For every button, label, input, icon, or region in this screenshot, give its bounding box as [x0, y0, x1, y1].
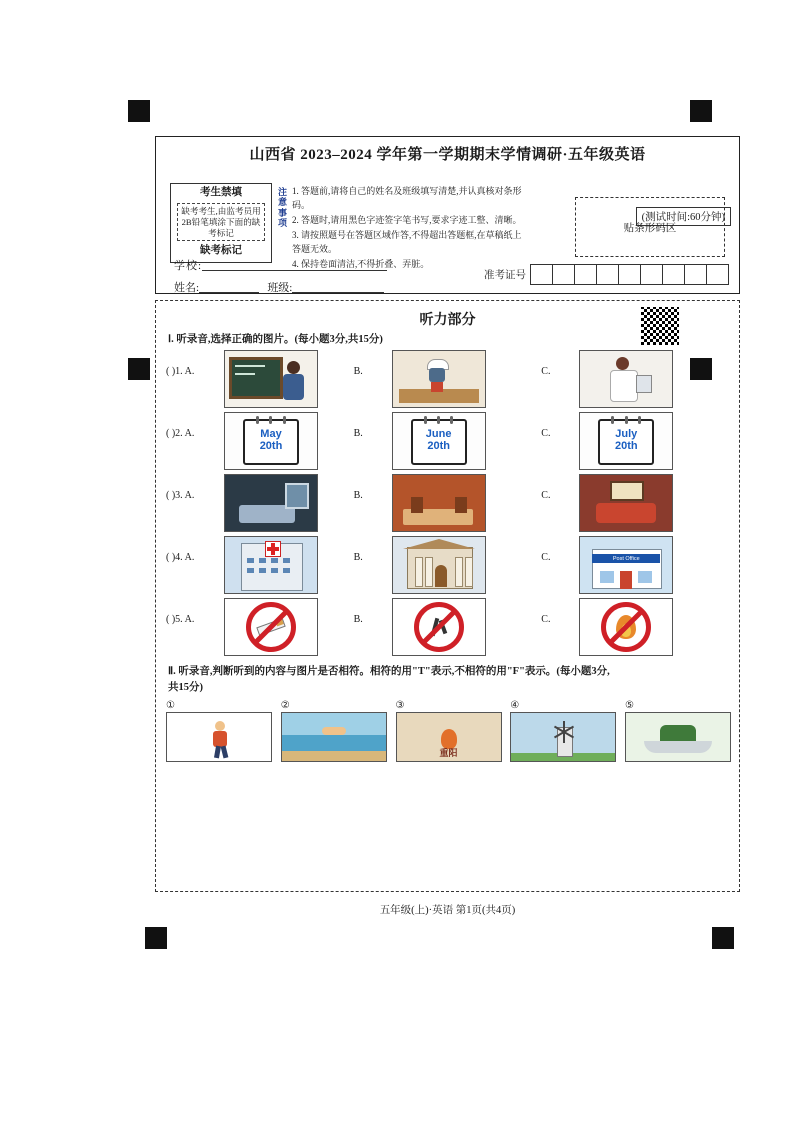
option-tag: C. — [541, 552, 551, 563]
calendar-icon — [392, 412, 486, 470]
windmill-scene — [510, 712, 616, 762]
option-tag: B. — [353, 366, 363, 377]
tf-item-number: ④ — [510, 699, 520, 711]
answer-bracket[interactable]: ( )4. — [166, 552, 183, 563]
option-letter: A. — [184, 490, 195, 501]
section-title-text: 听力部分 — [419, 313, 476, 328]
option-tag — [166, 412, 224, 439]
school-input-line[interactable] — [202, 258, 387, 271]
option-tag — [166, 474, 224, 501]
ticket-cell[interactable] — [619, 264, 641, 285]
option-c[interactable] — [541, 474, 729, 532]
qr-code-icon — [639, 305, 681, 347]
candidate-forbidden-title: 考生禁填 — [200, 187, 242, 198]
question-1-heading: Ⅰ. 听录音,选择正确的图片。(每小题3分,共15分) — [168, 334, 383, 345]
option-c[interactable] — [541, 350, 729, 408]
name-label: 姓名: — [174, 282, 200, 294]
no-smoking-sign — [224, 598, 318, 656]
doctor-clipboard-scene — [579, 350, 673, 408]
option-a[interactable] — [166, 598, 354, 656]
option-tag: C. — [541, 490, 551, 501]
option-b[interactable] — [354, 598, 542, 656]
teacher-blackboard-scene — [224, 350, 318, 408]
calendar-day: 20th — [427, 440, 450, 452]
ticket-label: 准考证号 — [484, 270, 526, 281]
post-office-building — [579, 536, 673, 594]
question-row — [166, 350, 729, 408]
ticket-cell[interactable] — [663, 264, 685, 285]
page-footer: 五年级(上)·英语 第1页(共4页) — [379, 905, 516, 916]
tf-item[interactable] — [396, 700, 500, 762]
ticket-cell[interactable] — [685, 264, 707, 285]
notice-item: 3. 请按照题号在答题区域作答,不得超出答题框,在草稿纸上答题无效。 — [292, 229, 522, 254]
option-tag: C. — [541, 428, 551, 439]
header-box — [155, 136, 740, 175]
tf-item[interactable] — [166, 700, 270, 762]
name-input-line[interactable] — [199, 281, 259, 293]
tf-item-number: ① — [166, 699, 175, 711]
option-c[interactable] — [541, 536, 729, 594]
hospital-building — [224, 536, 318, 594]
registration-mark-bottom-left — [145, 927, 167, 949]
bedroom-scene — [224, 474, 318, 532]
option-c[interactable] — [541, 598, 729, 656]
no-fire-sign — [579, 598, 673, 656]
chongyang-festival-scene — [396, 712, 502, 762]
tf-item[interactable] — [625, 700, 729, 762]
answer-bracket[interactable]: ( )2. — [166, 428, 183, 439]
option-c[interactable] — [541, 412, 729, 470]
option-tag: C. — [541, 366, 551, 377]
ticket-cells[interactable] — [530, 264, 729, 285]
question-row — [166, 598, 729, 656]
swimming-beach-scene — [281, 712, 387, 762]
registration-mark-top-right — [690, 100, 712, 122]
walking-boy-scene — [166, 712, 272, 762]
ticket-cell[interactable] — [641, 264, 663, 285]
option-b[interactable] — [354, 412, 542, 470]
option-b[interactable] — [354, 536, 542, 594]
option-tag: B. — [353, 490, 363, 501]
option-b[interactable] — [354, 474, 542, 532]
scene-caption: 重阳 — [439, 747, 458, 758]
notice-vertical-label: 注意事项 — [277, 187, 287, 229]
post-office-sign: Post Office — [612, 556, 640, 562]
answer-bracket[interactable]: ( )3. — [166, 490, 183, 501]
tf-item-number: ② — [280, 699, 290, 711]
option-tag: B. — [353, 614, 363, 625]
question-2-heading — [168, 664, 729, 696]
question-2-heading-line2: 共15分) — [168, 681, 203, 693]
tf-item-number: ③ — [395, 699, 405, 711]
calendar-month: May — [260, 428, 282, 440]
option-a[interactable] — [166, 412, 354, 470]
zongzi-plate-scene — [625, 712, 731, 762]
page-title: 山西省 2023–2024 学年第一学期期末学情调研·五年级英语 — [249, 147, 646, 163]
option-tag: C. — [541, 614, 551, 625]
question-row — [166, 474, 729, 532]
option-tag: B. — [353, 428, 363, 439]
option-letter: A. — [184, 614, 195, 625]
class-label: 班级: — [267, 282, 293, 294]
school-field — [174, 257, 387, 273]
tf-item-number: ⑤ — [625, 699, 634, 711]
dining-room-scene — [392, 474, 486, 532]
school-label: 学校: — [174, 260, 203, 272]
absent-instruction: 缺考考生,由监考员用2B铅笔填涂下面的缺考标记 — [177, 203, 265, 241]
option-tag — [166, 350, 224, 377]
option-a[interactable] — [166, 350, 354, 408]
ticket-cell[interactable] — [530, 264, 553, 285]
name-class-fields — [174, 279, 384, 295]
question-row — [166, 536, 729, 594]
option-letter: A. — [184, 428, 195, 439]
ticket-cell[interactable] — [575, 264, 597, 285]
answer-bracket[interactable]: ( )1. — [166, 366, 183, 377]
question-row — [166, 412, 729, 470]
ticket-number-field — [484, 264, 729, 285]
registration-mark-mid-left — [128, 358, 150, 380]
calendar-icon — [579, 412, 673, 470]
section-title — [166, 309, 729, 329]
tf-item[interactable] — [510, 700, 614, 762]
notice-item: 2. 答题时,请用黑色字迹签字笔书写,要求字迹工整、清晰。 — [292, 214, 522, 225]
no-littering-sign — [392, 598, 486, 656]
ticket-cell[interactable] — [707, 264, 729, 285]
class-input-line[interactable] — [292, 281, 384, 293]
notice-item: 1. 答题前,请将自己的姓名及班级填写清楚,并认真核对条形码。 — [292, 186, 522, 210]
notice-item: 4. 保持卷面清洁,不得折叠、弄脏。 — [292, 258, 430, 269]
cook-kitchen-scene — [392, 350, 486, 408]
ticket-cell[interactable] — [553, 264, 575, 285]
tf-item[interactable] — [281, 700, 385, 762]
option-a[interactable] — [166, 536, 354, 594]
library-building — [392, 536, 486, 594]
option-letter: A. — [184, 366, 195, 377]
listening-section — [155, 300, 740, 892]
absent-mark-title: 缺考标记 — [200, 245, 242, 257]
option-letter: A. — [184, 552, 195, 563]
ticket-cell[interactable] — [597, 264, 619, 285]
option-a[interactable] — [166, 474, 354, 532]
option-tag — [166, 536, 224, 563]
true-false-row — [166, 700, 729, 762]
calendar-day: 20th — [259, 440, 283, 452]
living-room-scene — [579, 474, 673, 532]
question-2-heading-line1: Ⅱ. 听录音,判断听到的内容与图片是否相符。相符的用"T"表示,不相符的用"F"表示。(每小题3分, — [168, 666, 610, 677]
test-duration-note: (测试时间:60分钟) — [636, 207, 731, 226]
calendar-day: 20th — [614, 440, 638, 452]
barcode-area: 贴条形码区 — [575, 197, 725, 257]
calendar-icon — [224, 412, 318, 470]
calendar-month: June — [425, 428, 452, 440]
calendar-month: July — [615, 428, 638, 440]
candidate-info-area — [155, 175, 740, 294]
registration-mark-bottom-right — [712, 927, 734, 949]
registration-mark-top-left — [128, 100, 150, 122]
option-b[interactable] — [354, 350, 542, 408]
candidate-forbidden-box — [170, 183, 272, 263]
answer-bracket[interactable]: ( )5. — [166, 614, 183, 625]
option-tag: B. — [353, 552, 363, 563]
answer-sheet — [155, 136, 740, 926]
option-tag — [166, 598, 224, 625]
